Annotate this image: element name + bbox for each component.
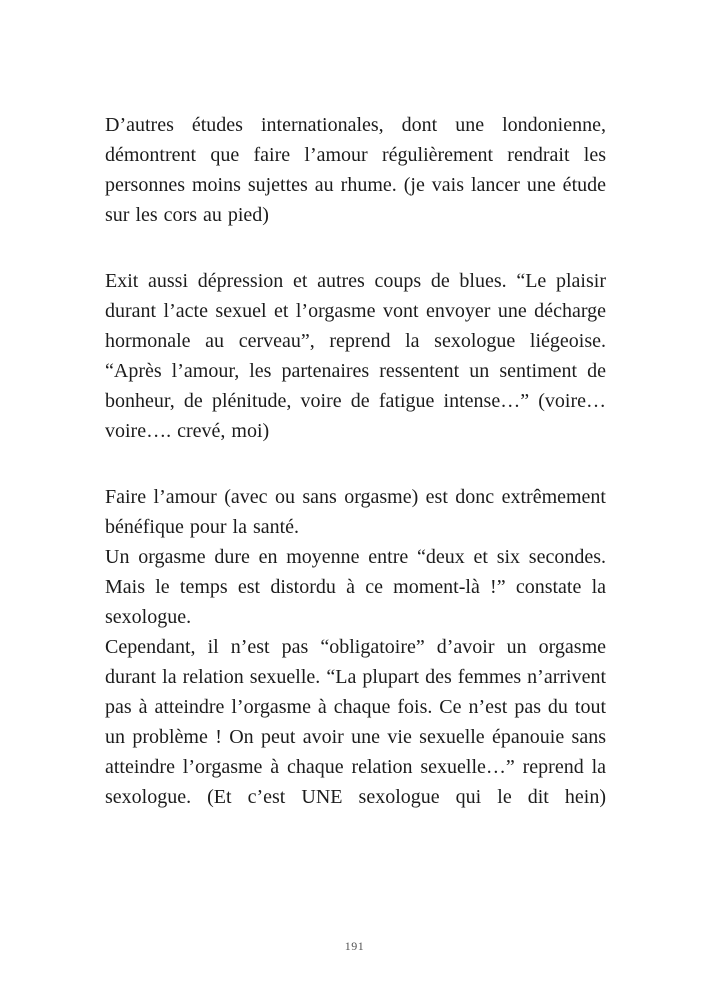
page-content xyxy=(105,110,606,812)
paragraph-orgasm-duration: Un orgasme dure en moyenne entre “deux et six secondes. Mais le temps est distordu à ce moment-là !” constate la sexologue. xyxy=(105,546,606,628)
paragraph-intro-studies: D’autres études internationales, dont une londonienne, démontrent que faire l’amour régulièrement rendrait les personnes moins sujettes au rhume. (je vais lancer une étude sur les cors au pied) xyxy=(105,114,606,226)
paragraph-depression-blues: Exit aussi dépression et autres coups de blues. “Le plaisir durant l’acte sexuel et l’orgasme vont envoyer une décharge hormonale au cerveau”, reprend la sexologue liégeoise. “Après l’amour, les partenaires ressentent un sentiment de bonheur, de plénitude, voire de fatigue intense…” (voire…voire…. crevé, moi) xyxy=(105,270,606,442)
paragraph-orgasm-not-mandatory: Cependant, il n’est pas “obligatoire” d’avoir un orgasme durant la relation sexuelle. “La plupart des femmes n’arrivent pas à atteindre l’orgasme à chaque fois. Ce n’est pas du tout un problème ! On peut avoir une vie sexuelle épanouie sans atteindre l’orgasme à chaque relation sexuelle…” reprend la sexologue. (Et c’est UNE sexologue qui le dit hein) xyxy=(105,636,606,808)
paragraph-benefits-health: Faire l’amour (avec ou sans orgasme) est donc extrêmement bénéfique pour la santé. xyxy=(105,486,606,538)
page-number: 191 xyxy=(344,939,365,953)
